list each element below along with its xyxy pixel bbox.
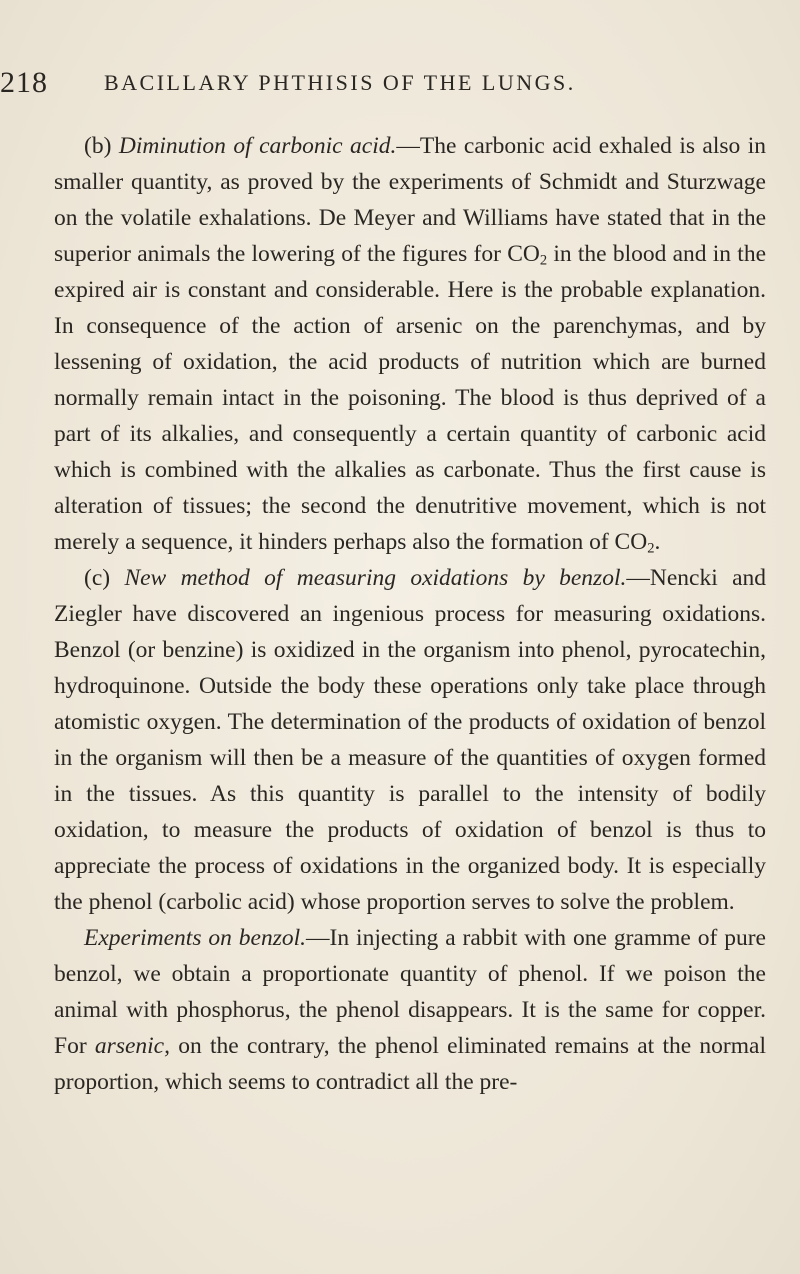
subscript: 2 [647, 540, 655, 557]
section-heading-new-method: New method of measuring oxidations by benzol. [124, 565, 627, 591]
page-number: 218 [0, 66, 48, 99]
paragraph-text: The carbonic acid exhaled is also in smaller quantity, as proved by the experiments of Schmidt and Sturzwage on the volatile exhalations. De Meyer and Williams have stated that in the superior animals the lowering of the figures for CO [54, 133, 767, 267]
heading-dash: — [626, 565, 650, 591]
paragraph-text: on the contrary, the phenol eliminated remains at the normal proportion, which seems to contradict all the pre- [54, 1033, 766, 1095]
running-head: BACILLARY PHTHISIS OF THE LUNGS. [104, 70, 576, 95]
paragraph-diminution-carbonic-acid [54, 128, 766, 560]
heading-dash: — [306, 925, 330, 951]
paragraph-text: Nencki and Ziegler have discovered an ingenious process for measuring oxidations. Benzol (or benzine) is oxidized in the organism into phenol, pyrocatechin, hydroquinone. Outside the body these operations only take place through atomistic oxygen. The determination of the products of oxidation of benzol in the organism will then be a measure of the quantities of oxygen formed in the tissues. As this quantity is parallel to the intensity of bodily oxidation, to measure the products of oxidation of benzol is thus to appreciate the process of oxidations in the organized body. It is especially the phenol (carbolic acid) whose proportion serves to solve the problem. [54, 565, 767, 915]
paragraph-text: . [654, 529, 661, 555]
page-body [54, 128, 766, 1100]
section-label-c: (c) [84, 565, 111, 591]
emphasis-arsenic: arsenic, [94, 1033, 170, 1059]
paragraph-text: In injecting a rabbit with one gramme of pure benzol, we obtain a proportionate quantity of phenol. If we poison the animal with phosphorus, the phenol disappears. It is the same for copper. For [54, 925, 766, 1059]
section-label-b: (b) [84, 133, 112, 159]
paragraph-experiments-on-benzol [54, 920, 766, 1100]
subscript: 2 [539, 252, 548, 269]
section-heading-experiments: Experiments on benzol. [84, 925, 307, 951]
paragraph-text: in the blood and in the expired air is constant and considerable. Here is the probable explanation. In consequence of the action of arsenic on the parenchymas, and by lessening of oxidation, the acid products of nutrition which are burned normally remain intact in the poisoning. The blood is thus deprived of a part of its alkalies, and consequently a certain quantity of carbonic acid which is combined with the alkalies as carbonate. Thus the first cause is alteration of tissues; the second the denutritive movement, which is not merely a sequence, it hinders perhaps also the formation of CO [54, 241, 766, 555]
paragraph-benzol-method [54, 560, 766, 920]
heading-dash: — [396, 133, 420, 159]
section-heading-diminution: Diminution of carbonic acid. [118, 133, 397, 159]
